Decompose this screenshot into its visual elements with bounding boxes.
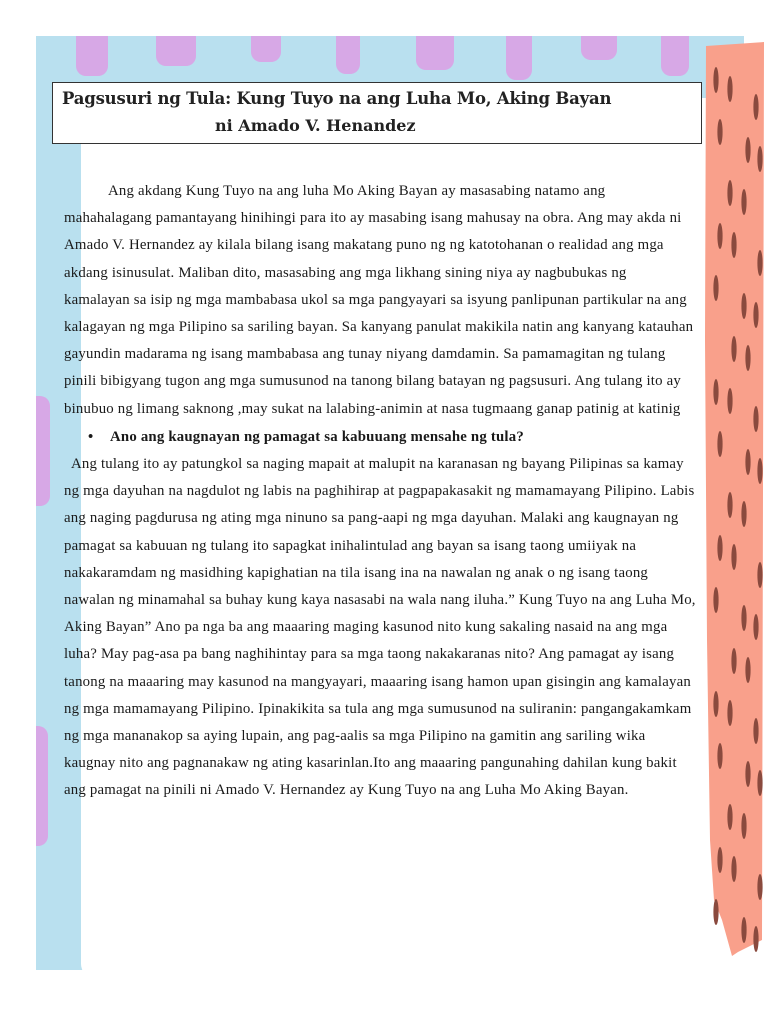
ribbon-dash [757, 250, 762, 276]
decor-stripe [36, 396, 50, 506]
decor-stripe [506, 36, 532, 80]
decorative-ribbon [702, 40, 768, 956]
ribbon-dash [731, 856, 736, 882]
decor-stripe [416, 36, 454, 70]
decor-stripe [251, 36, 281, 62]
decor-stripe [76, 36, 108, 76]
ribbon-dash [741, 813, 746, 839]
ribbon-dash [745, 657, 750, 683]
ribbon-dash [713, 275, 718, 301]
ribbon-dash [757, 146, 762, 172]
ribbon-shape [705, 42, 764, 956]
ribbon-dash [753, 614, 758, 640]
ribbon-dash [731, 648, 736, 674]
ribbon-dash [717, 119, 722, 145]
ribbon-dash [745, 137, 750, 163]
ribbon-dash [741, 293, 746, 319]
ribbon-dash [731, 232, 736, 258]
ribbon-dash [727, 804, 732, 830]
ribbon-dash [713, 691, 718, 717]
ribbon-dash [741, 605, 746, 631]
ribbon-dash [757, 770, 762, 796]
ribbon-dash [753, 926, 758, 952]
ribbon-dash [717, 535, 722, 561]
ribbon-dash [713, 587, 718, 613]
title-box [52, 82, 702, 144]
ribbon-dash [731, 336, 736, 362]
ribbon-dash [727, 492, 732, 518]
ribbon-dash [731, 544, 736, 570]
question-item [64, 424, 696, 451]
ribbon-dash [727, 180, 732, 206]
decor-stripe [336, 36, 360, 74]
ribbon-dash [713, 379, 718, 405]
ribbon-dash [757, 458, 762, 484]
decor-stripe [36, 726, 48, 846]
ribbon-dash [745, 345, 750, 371]
ribbon-dash [753, 302, 758, 328]
ribbon-dash [757, 562, 762, 588]
decor-stripe [156, 36, 196, 66]
ribbon-dash [717, 223, 722, 249]
ribbon-dash [745, 761, 750, 787]
ribbon-dash [753, 718, 758, 744]
ribbon-dash [741, 189, 746, 215]
ribbon-dash [713, 899, 718, 925]
document-body [64, 178, 696, 805]
document-author: ni Amado V. Henandez [215, 116, 416, 135]
ribbon-dash [713, 67, 718, 93]
ribbon-dash [717, 743, 722, 769]
ribbon-dash [717, 431, 722, 457]
ribbon-dash [741, 501, 746, 527]
document-title: Pagsusuri ng Tula: Kung Tuyo na ang Luha Mo, Aking Bayan [62, 89, 612, 108]
ribbon-dash [745, 449, 750, 475]
ribbon-dash [727, 700, 732, 726]
question-text: Ano ang kaugnayan ng pamagat sa kabuuang mensahe ng tula? [110, 428, 524, 445]
ribbon-dash [753, 406, 758, 432]
bullet-marker: • [88, 428, 94, 445]
ribbon-dash [757, 874, 762, 900]
ribbon-dash [753, 94, 758, 120]
decor-stripe [581, 36, 617, 60]
ribbon-dash [727, 388, 732, 414]
decor-stripe [661, 36, 689, 76]
answer-paragraph: Ang tulang ito ay patungkol sa naging mapait at malupit na karanasan ng bayang Pilipinas sa kamay ng mga dayuhan na nagdulot ng labis na paghihirap at pagpapakasakit ng mamamayang Pilipino. Labis ang naging pagdurusa ng ating mga ninuno sa pang-aapi ng mga dayuhan. Malaki ang kaugnayan ng pamagat sa kabuuan ng tulang ito sapagkat inihalintulad ang bayan sa isang taong umiiyak na nakakaramdam ng masidhing kapighatian na tila isang ina na nawalan ng anak o ng isang taong nawalan ng minamahal sa buhay kung kaya nasasabi na wala nang iluha.” Kung Tuyo na ang Luha Mo, Aking Bayan” Ano pa nga ba ang maaaring maging kasunod nito kung sakaling nasaid na ang mga luha? May pag-asa pa bang naghihintay para sa mga taong nakakaranas nito? Ang pamagat ay isang tanong na maaaring may kasunod na mangyayari, maaaring isang hamon upan gisingin ang kamalayan ng mga mamamayang Pilipino. Ipinakikita sa tula ang mga sumusunod na suliranin: pangangakamkam ng mga mananakop sa aying lupain, ang pag-aalis sa mga Pilipino na gamitin ang sariling wika kaugnay nito ang pagnanakaw ng ating kasarinlan.Ito ang maaaring pangunahing dahilan kung bakit ang pamagat na pinili ni Amado V. Hernandez ay Kung Tuyo na ang Luha Mo Aking Bayan. [64, 456, 696, 799]
intro-paragraph: Ang akdang Kung Tuyo na ang luha Mo Aking Bayan ay masasabing natamo ang mahahalagang pamantayang hinihingi para ito ay masabing isang mahusay na obra. Ang may akda ni Amado V. Hernandez ay kilala bilang isang makatang puno ng ng katotohanan o realidad ang mga akdang isinusulat. Maliban dito, masasabing ang mga likhang sining niya ay nagbubukas ng kamalayan sa isip ng mga mambabasa ukol sa mga pangyayari sa isyung panlipunan partikular na ang kalagayan ng mga Pilipino sa sariling bayan. Sa kanyang panulat makikila natin ang kanyang katauhan gayundin madarama ng isang mambabasa ang tunay niyang damdamin. Sa pamamagitan ng tulang pinili bibigyang tugon ang mga sumusunod na tanong bilang batayan ng pagsusuri. Ang tulang ito ay binubuo ng limang saknong ,may sukat na lalabing-animin at nasa tugmaang ganap patinig at katinig [64, 183, 694, 417]
ribbon-dash [727, 76, 732, 102]
ribbon-dash [717, 847, 722, 873]
ribbon-dash [741, 917, 746, 943]
